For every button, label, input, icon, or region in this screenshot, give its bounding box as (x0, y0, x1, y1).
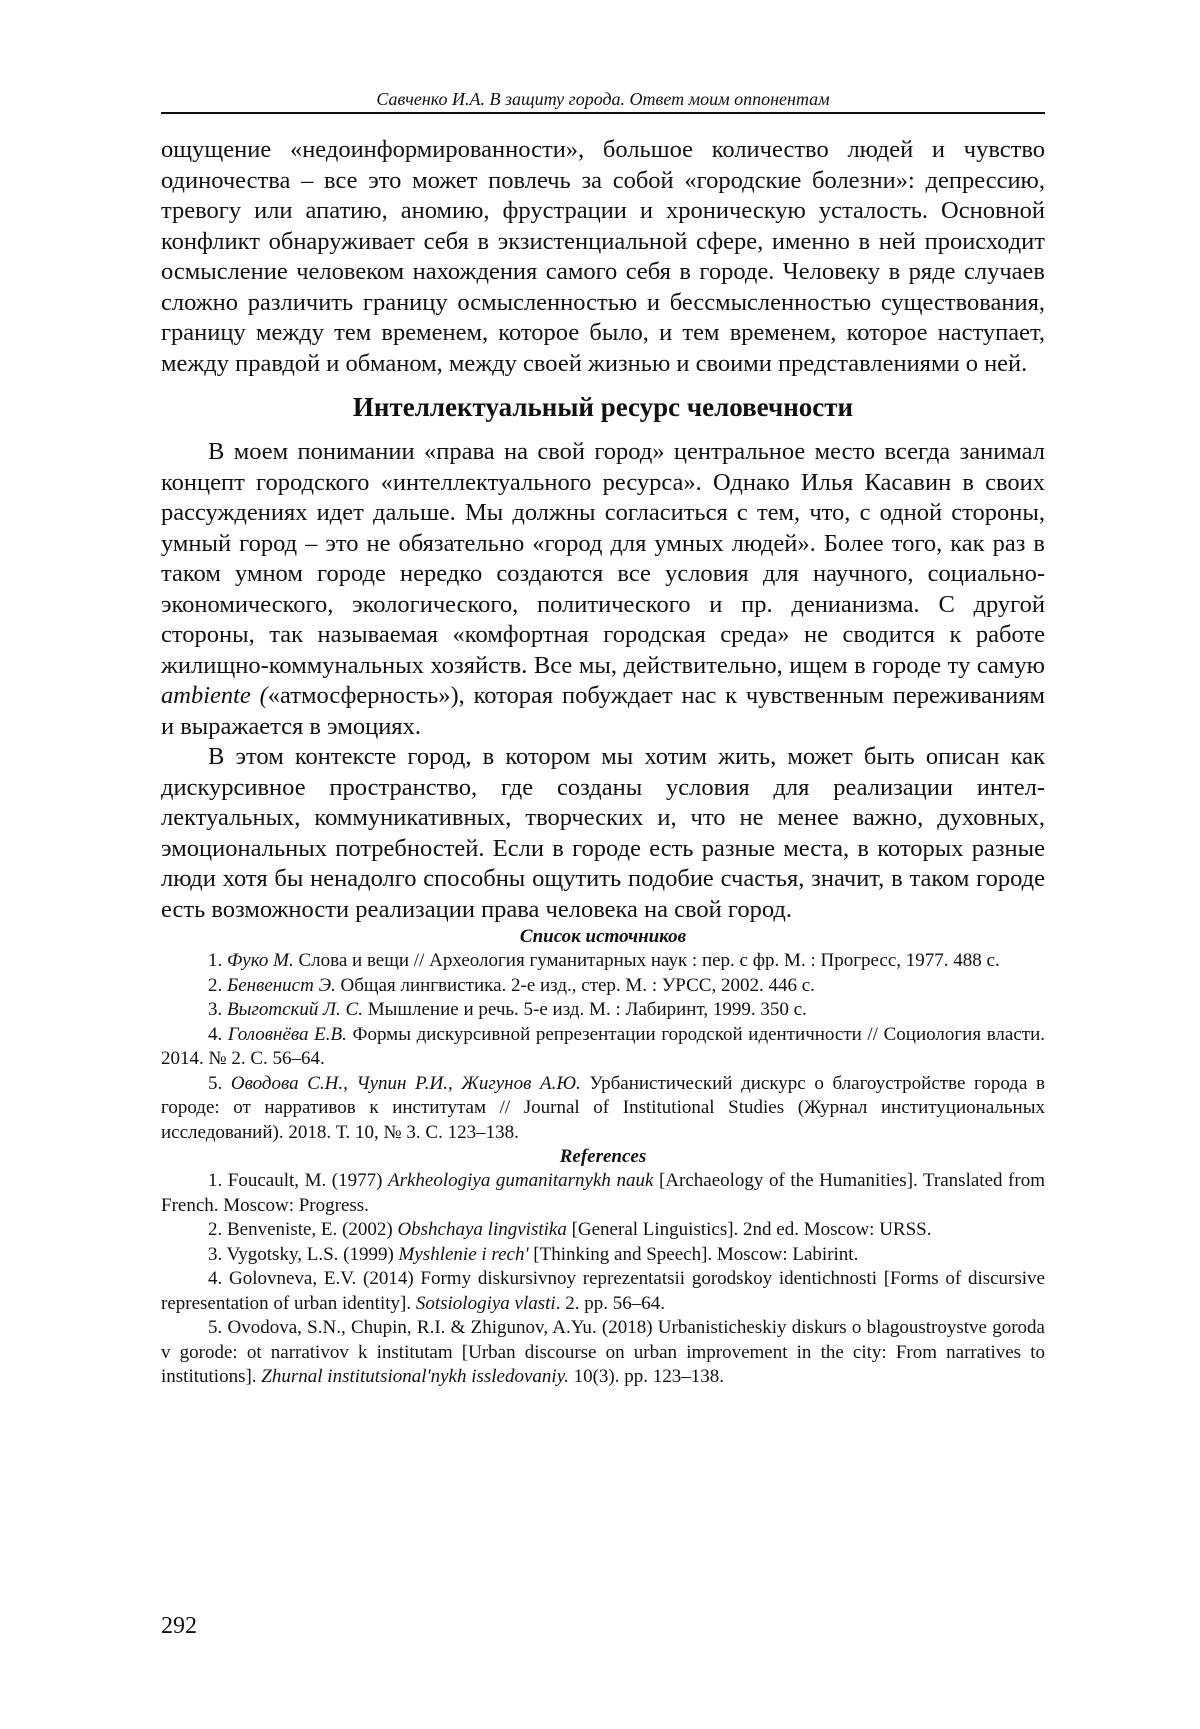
paragraph-text: В моем понимании «права на свой город» центральное место всегда занимал концепт городского «интеллектуального ресурса». Однако Илья Касавин в своих рассуждениях идет дальше. Мы должны согласиться с тем, что, с одной стороны, умный город – это не обязательно «город для умных людей». Более того, как раз в таком умном городе нередко создаются все условия для научного, социально-экономического, экологического, политического и пр. денианизма. С другой стороны, так называемая «комфортная городская среда» не сводится к работе жилищно-коммунальных хозяйств. Все мы, действительно, ищем в городе ту самую (161, 438, 1045, 679)
italic-term: ambiente ( (161, 682, 268, 709)
source-text: Формы дискурсивной репрезентации городской идентичности // Социология власти. 2014. № 2. С. 56–64. (161, 1023, 1045, 1069)
header-rule (161, 112, 1045, 114)
source-text: Общая лингвистика. 2-е изд., стер. М. : УРСС, 2002. 446 с. (335, 974, 815, 996)
source-item (161, 949, 1045, 974)
references-title: References (559, 1146, 647, 1167)
reference-italic: Myshlenie i rech' (398, 1243, 529, 1265)
article-body (161, 135, 1045, 1390)
source-number: 1. (208, 950, 227, 971)
paragraph-intellectual-resource (161, 437, 1045, 742)
source-item (161, 1023, 1045, 1072)
reference-item (161, 1218, 1045, 1243)
source-author: Головнёва Е.В. (227, 1023, 347, 1045)
reference-text: 4. Golovneva, E.V. (2014) Formy diskursivnoy reprezentatsii gorodskoy identichnosti [Forms of discursive representation of urban identity]. (161, 1268, 1045, 1314)
reference-text: 2. Benveniste, E. (2002) (208, 1219, 398, 1240)
running-head: Савченко И.А. В защиту города. Ответ моим оппонентам (376, 89, 830, 109)
reference-italic: Arkheologiya gumanitarnykh nauk (387, 1170, 654, 1191)
reference-text: 10(3). pp. 123–138. (568, 1366, 724, 1387)
reference-italic: Sotsiologiya vlasti (415, 1292, 556, 1314)
paragraph-continuation: ощущение «недоинформированности», большое количество людей и чувство одиночества – все это может повлечь за собой «городские болезни»: депрессию, тревогу или апатию, аномию, фрустрации и хроническую усталость. Основной конфликт обнаруживает себя в экзистенциальной сфере, именно в ней происходит осмысление человеком нахождения самого себя в городе. Человеку в ряде случаев сложно различить границу осмысленностью и бессмысленностью существования, границу между тем временем, которое было, и тем временем, которое наступает, между правдой и обманом, между своей жизнью и своими представлениями о ней. (161, 136, 1045, 377)
source-number: 4. (208, 1023, 228, 1045)
page (161, 0, 1045, 1729)
source-author: Бенвенист Э. (227, 974, 336, 996)
source-author: Выготский Л. С. (227, 999, 363, 1020)
source-text: Мышление и речь. 5-е изд. М. : Лабиринт, 1999. 350 с. (362, 999, 807, 1020)
sources-list (161, 949, 1045, 1145)
reference-italic: Zhurnal institutsional'nykh issledovaniy. (261, 1366, 569, 1387)
reference-item (161, 1169, 1045, 1218)
reference-italic: Obshchaya lingvistika (397, 1219, 567, 1240)
source-number: 2. (208, 974, 227, 996)
reference-text: 1. Foucault, M. (1977) (208, 1170, 388, 1191)
page-number: 292 (161, 1613, 197, 1639)
source-author: Фуко М. (227, 950, 294, 971)
source-number: 3. (208, 999, 227, 1020)
paragraph-text: «атмосферность»), которая побуждает нас к чувственным переживаниям и выражается в эмоциях. (161, 682, 1045, 740)
source-text: Урбанистический дискурс о благоустройстве города в городе: от нарративов к институтам // Journal of Institutional Studies (Журнал институциональных исследований). 2018. Т. 10, № 3. С. 123–138. (161, 1072, 1046, 1143)
reference-text: [Archaeology of the Humanities]. Translated from French. Moscow: Progress. (161, 1170, 1045, 1216)
paragraph-discursive-space: В этом контексте город, в котором мы хотим жить, может быть описан как дискурсивное пространство, где созданы условия для реализации интеллектуальных, коммуникативных, творческих и, что не менее важно, духовных, эмоциональных потребностей. Если в городе есть разные места, в которых разные люди хотя бы ненадолго способны ощутить подобие счастья, значит, в таком городе есть возможности реализации права человека на свой город. (161, 743, 1045, 923)
sources-title: Список источников (519, 926, 687, 947)
reference-text: . 2. pp. 56–64. (555, 1292, 665, 1314)
section-heading: Интеллектуальный ресурс человечности (352, 392, 854, 422)
source-item (161, 974, 1045, 999)
reference-item (161, 1267, 1045, 1316)
source-item (161, 1072, 1045, 1146)
references-list (161, 1169, 1045, 1390)
source-item (161, 998, 1045, 1023)
source-text: Слова и вещи // Археология гуманитарных наук : пер. с фр. М. : Прогресс, 1977. 488 с. (293, 950, 1000, 971)
source-author: Оводова С.Н., Чупин Р.И., Жигунов А.Ю. (230, 1072, 581, 1094)
reference-item (161, 1243, 1045, 1268)
reference-text: [Thinking and Speech]. Moscow: Labirint. (528, 1243, 859, 1265)
reference-text: 3. Vygotsky, L.S. (1999) (208, 1243, 399, 1265)
reference-text: [General Linguistics]. 2nd ed. Moscow: URSS. (566, 1219, 932, 1240)
reference-item (161, 1316, 1045, 1390)
source-number: 5. (208, 1072, 231, 1094)
reference-text: 5. Ovodova, S.N., Chupin, R.I. & Zhigunov, A.Yu. (2018) Urbanisticheskiy diskurs o blagoustroystve goroda v gorode: ot narrativov k institutam [Urban discourse on urban improvement in the city: From narratives to institutions]. (161, 1317, 1045, 1387)
